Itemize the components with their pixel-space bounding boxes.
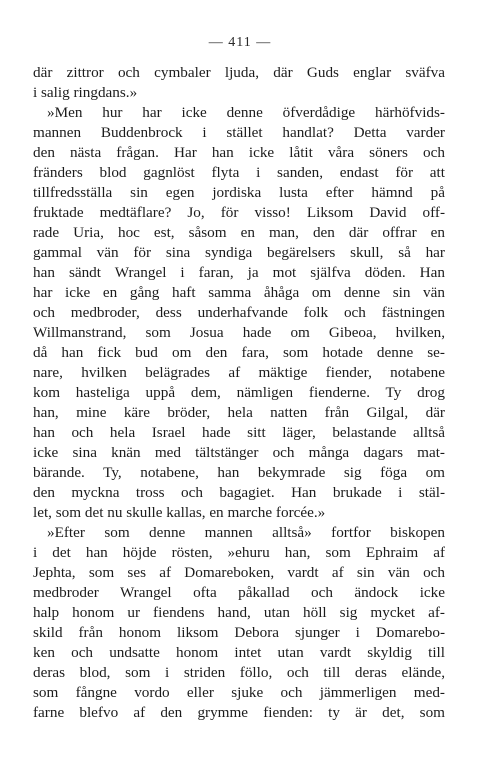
text-line: i det han höjde rösten, »ehuru han, som Ephraim af [33,544,445,561]
text-line: har icke en gång haft samma åhåga om denne sin vän [33,284,445,301]
text-line: skild från honom liksom Debora sjunger i Domarebo- [33,624,445,641]
text-line: bärande. Ty, notabene, han bekymrade sig föga om [33,464,445,481]
text-line: let, som det nu skulle kallas, en marche forcée.» [33,504,326,521]
text-line: i salig ringdans.» [33,84,138,101]
text-line: halp honom ur fiendens hand, utan höll sig mycket af- [33,604,445,621]
text-line: deras blod, som i striden föllo, och till deras elände, [33,664,445,681]
text-line: rade Uria, hoc est, såsom en man, den där offrar en [33,224,445,241]
text-line: den nästa frågan. Har han icke låtit våra söners och [33,144,445,161]
text-line: nare, hvilken belägrades af mäktige fiender, notabene [33,364,445,381]
text-line: då han fick bud om den fara, som hotade denne se- [33,344,445,361]
body-text [33,63,445,723]
text-line: fruktade medtäflare? Jo, för visso! Liksom David off- [33,204,445,221]
text-line: farne blefvo af den grymme fienden: ty är det, som [33,704,445,721]
text-line: »Men hur har icke denne öfverdådige härhöfvids- [47,104,445,121]
text-line: där zittror och cymbaler ljuda, där Guds englar sväfva [33,64,445,81]
text-line: Jephta, som ses af Domareboken, vardt af sin vän och [33,564,445,581]
text-line: ken och undsatte honom intet utan vardt skyldig till [33,644,445,661]
text-line: han sändt Wrangel i faran, ja mot själfva döden. Han [33,264,445,281]
text-line: han och hela Israel hade sitt läger, belastande alltså [33,424,445,441]
text-line: den myckna tross och bagagiet. Han brukade i stäl- [33,484,445,501]
text-line: Willmanstrand, som Josua hade om Gibeoa, hvilken, [33,324,445,341]
text-line: han, mine käre bröder, hela natten från Gilgal, där [33,404,445,421]
text-line: »Efter som denne mannen alltså» fortfor biskopen [47,524,445,541]
text-line: kom hasteliga uppå dem, nämligen fienderne. Ty drog [33,384,445,401]
page-number: — 411 — [208,35,272,50]
text-line: och medbroder, dess underhafvande folk och fästningen [33,304,445,321]
text-line: mannen Buddenbrock i stället handlat? Detta varder [33,124,445,141]
text-line: som fångne vordo eller sjuke och jämmerligen med- [33,684,445,701]
text-line: medbroder Wrangel ofta påkallad och ändock icke [33,584,445,601]
text-line: gammal vän för sina syndiga begärelsers skull, så har [33,244,445,261]
text-line: fränders blod gagnlöst flyta i sanden, endast för att [33,164,445,181]
text-line: icke sina knän med tältstänger och många dagars mat- [33,444,445,461]
text-line: tillfredsställa sin egen jordiska lusta efter hämnd på [33,184,445,201]
